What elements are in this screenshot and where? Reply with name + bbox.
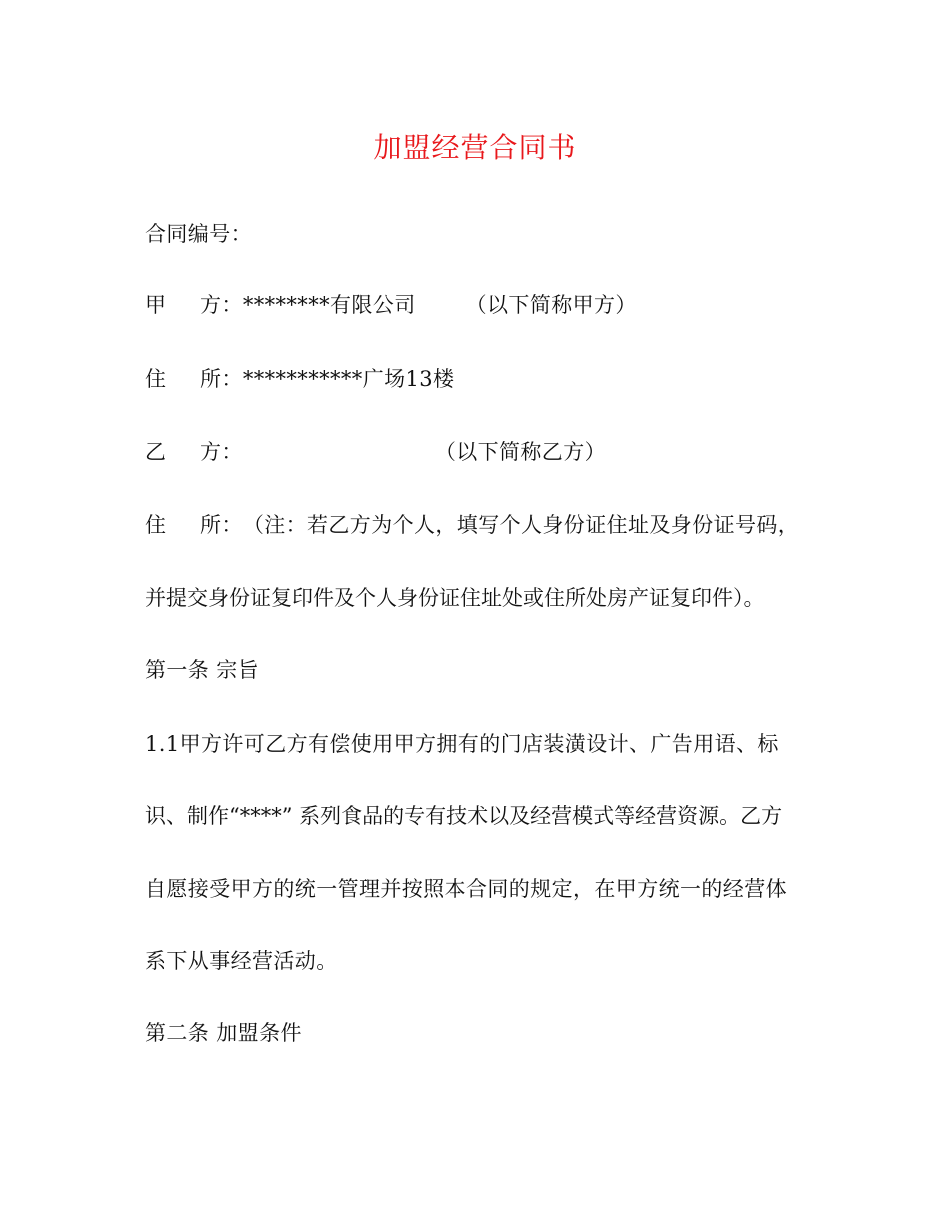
party-b-label-char2: 方： <box>200 440 243 464</box>
contract-number-label: 合同编号： <box>145 222 252 246</box>
party-b-label-char1: 乙 <box>145 440 167 464</box>
address-a-row <box>145 364 454 394</box>
party-b-note: （以下简称乙方） <box>434 440 607 464</box>
address-a-label-char1: 住 <box>145 367 167 391</box>
address-b-note-line1: （注：若乙方为个人，填写个人身份证住址及身份证号码， <box>242 513 800 537</box>
article-1-line: 识、制作“****” 系列食品的专有技术以及经营模式等经营资源。乙方 <box>145 804 783 828</box>
address-b-note-line2: 并提交身份证复印件及个人身份证住址处或住所处房产证复印件）。 <box>145 586 765 610</box>
party-a-label-char1: 甲 <box>145 293 167 317</box>
party-a-note: （以下简称甲方） <box>465 293 637 317</box>
article-1-heading: 第一条 宗旨 <box>145 658 260 682</box>
party-a-label-char2: 方： <box>200 293 243 317</box>
party-a-value: ********有限公司 <box>242 293 416 317</box>
document-title: 加盟经营合同书 <box>373 131 577 164</box>
address-a-label-char2: 所： <box>200 367 243 391</box>
address-b-label-char2: 所： <box>200 513 243 537</box>
address-a-value: ***********广场13楼 <box>242 367 455 391</box>
party-a-row <box>145 290 637 320</box>
article-1-line: 系下从事经营活动。 <box>145 949 338 973</box>
address-b-label-char1: 住 <box>145 513 167 537</box>
article-1-line: 自愿接受甲方的统一管理并按照本合同的规定，在甲方统一的经营体 <box>145 877 787 901</box>
address-b-row <box>145 510 799 540</box>
article-1-line: 1.1甲方许可乙方有偿使用甲方拥有的门店装潢设计、广告用语、标 <box>145 732 779 756</box>
article-2-heading: 第二条 加盟条件 <box>145 1021 302 1045</box>
party-b-row <box>145 437 606 467</box>
